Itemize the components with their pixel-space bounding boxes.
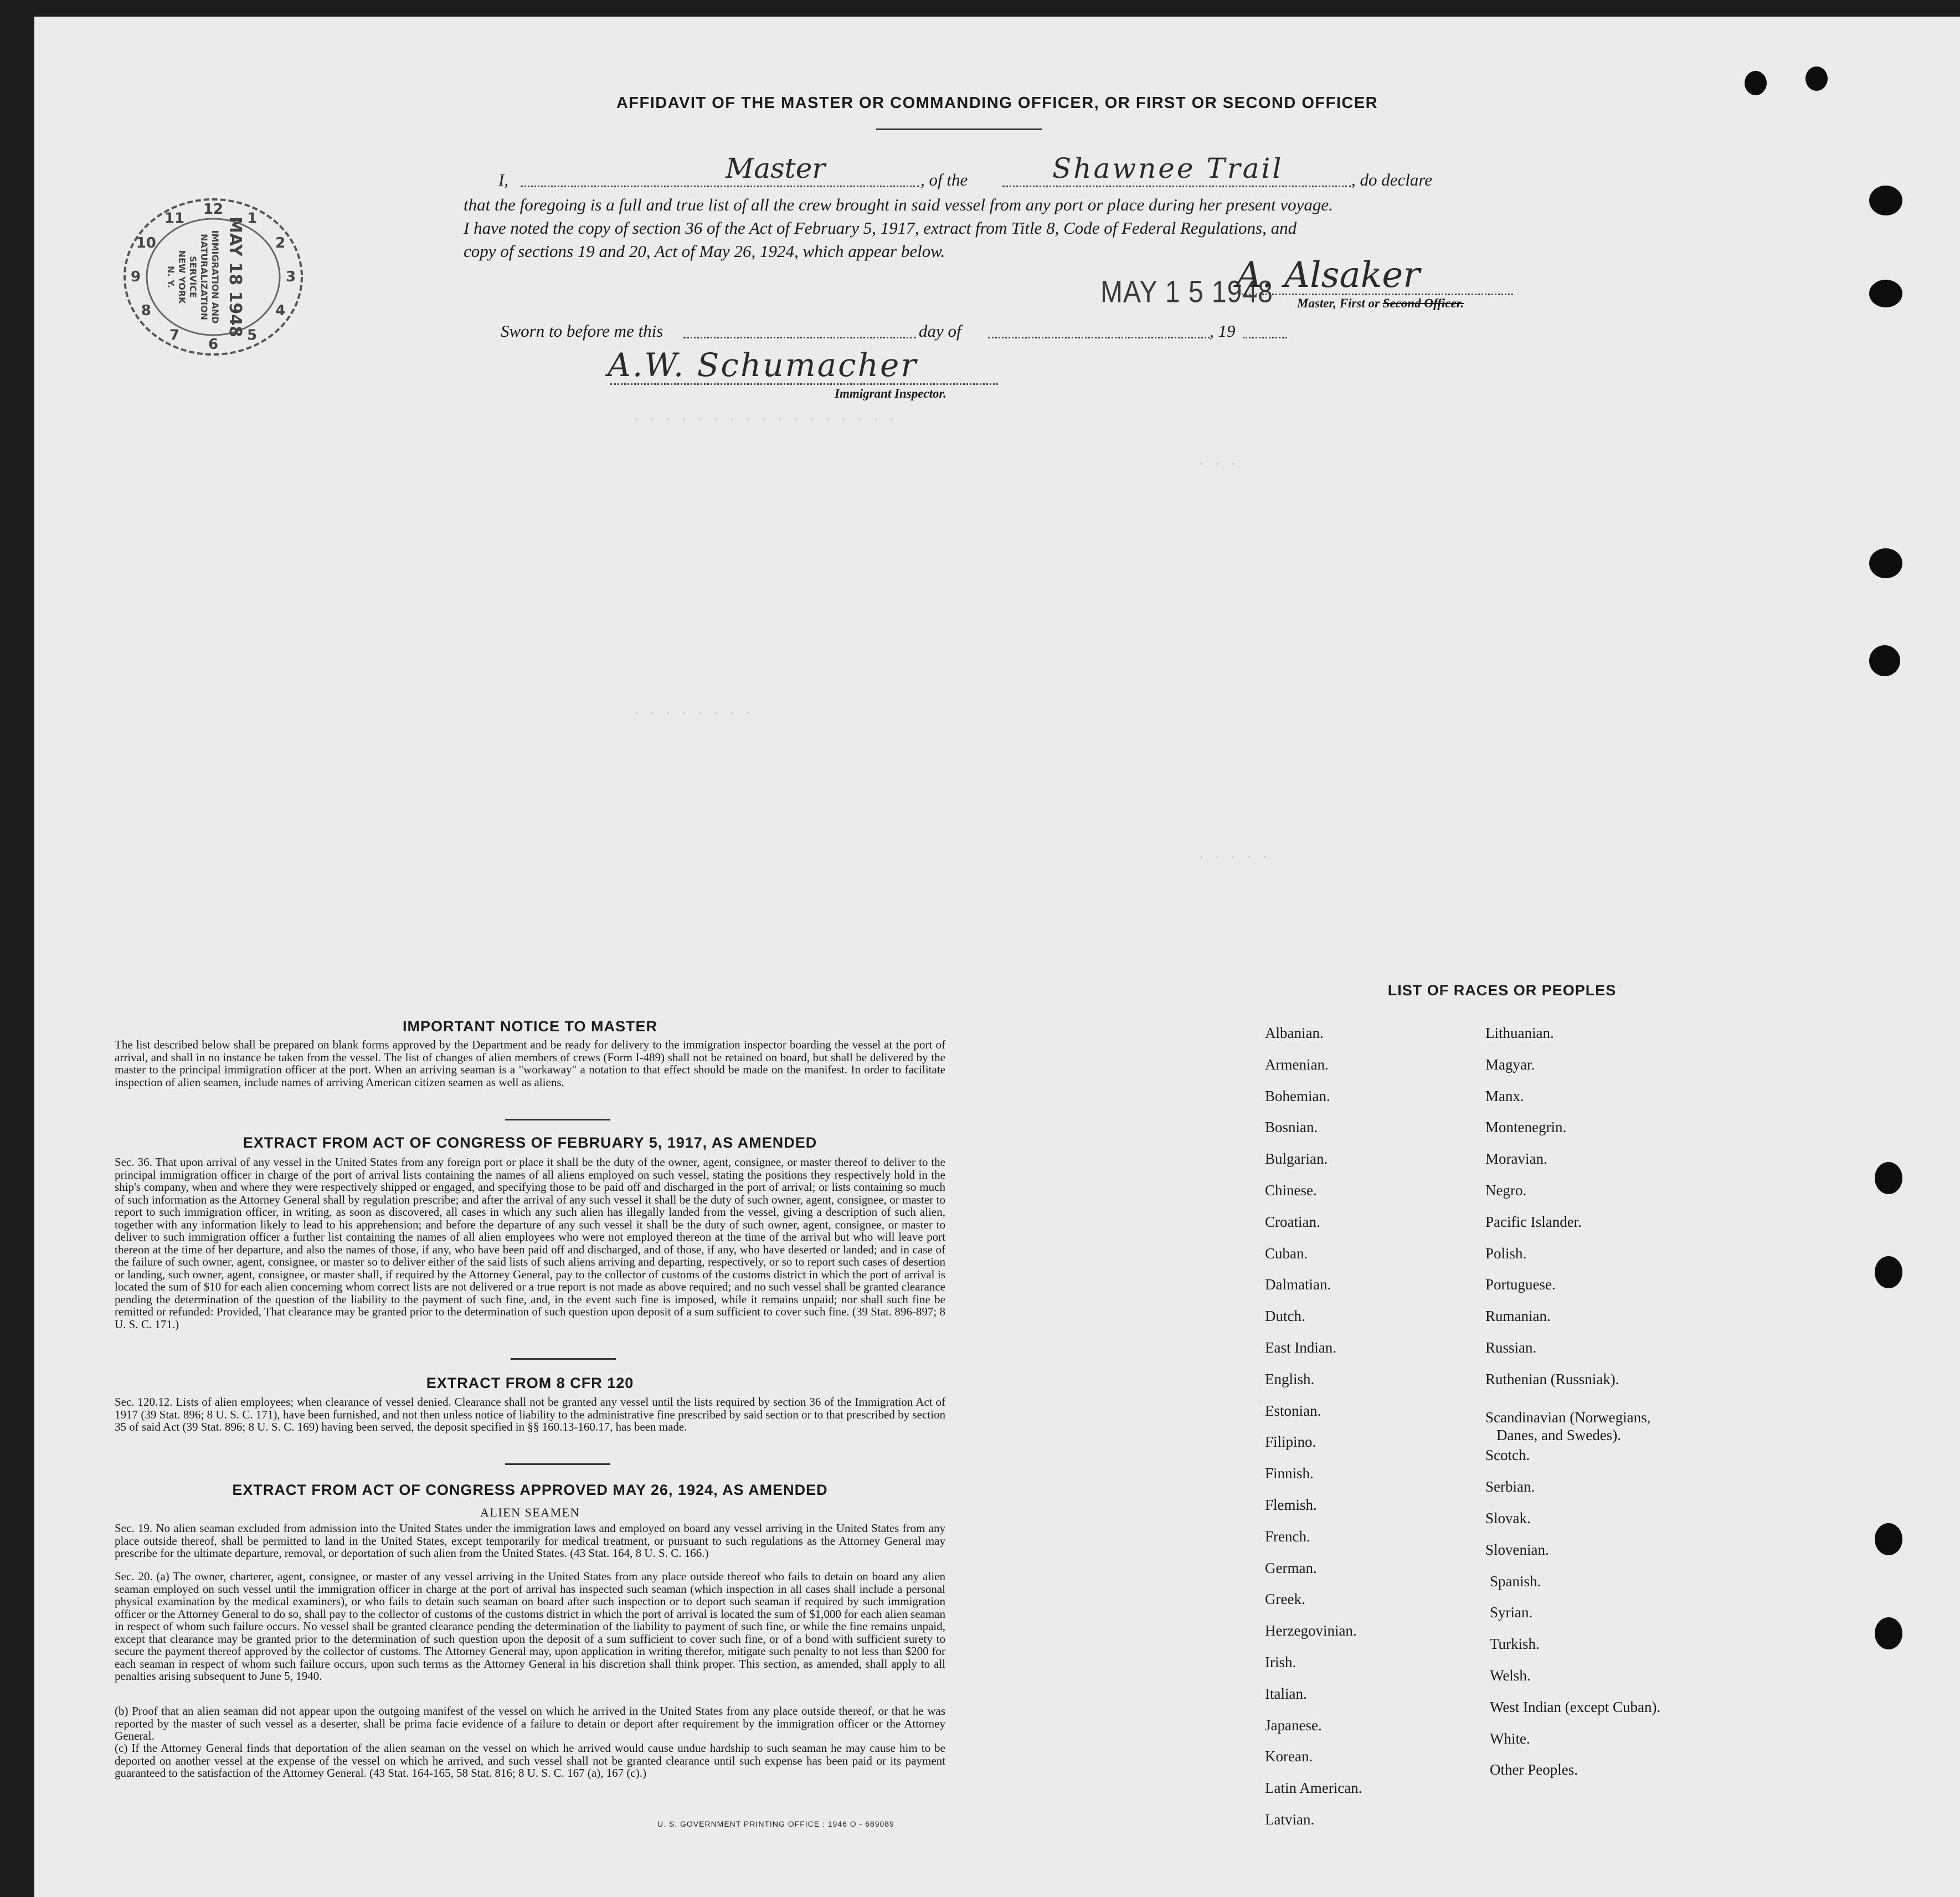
sworn-label: Sworn to before me this (501, 321, 663, 341)
race-item: Manx. (1485, 1087, 1524, 1104)
punch-hole (1875, 1617, 1902, 1649)
stamp-hour: 11 (164, 210, 185, 227)
race-item: French. (1265, 1528, 1310, 1545)
races-title: LIST OF RACES OR PEOPLES (1387, 982, 1617, 999)
punch-hole (1875, 1162, 1902, 1194)
race-item: Japanese. (1265, 1716, 1322, 1734)
stamp-hour: 10 (136, 235, 156, 251)
race-item: Herzegovinian. (1265, 1622, 1357, 1639)
punch-hole (1869, 186, 1902, 215)
race-item: Latin American. (1265, 1780, 1362, 1797)
extract-cfr-title: EXTRACT FROM 8 CFR 120 (426, 1375, 634, 1391)
stamp-hour: 7 (169, 327, 180, 344)
sworn-month-line (988, 337, 1210, 338)
stamp-line4: NEW YORK (177, 250, 187, 304)
extract-1924-p2: Sec. 20. (a) The owner, charterer, agent, consignee, or master of any vessel arriving in the United States from any place outside thereof who fails to detain on board any alien seaman employed on such vessel until the immigration officer in charge at the port of arrival has inspected such seaman (which inspection in all cases shall include a personal physical examination by the medical examiners), or who fails to detain such seaman on board after such inspection or to deport such seaman if required by such immigration officer or the Attorney General to do so, shall pay to the collector of customs of the customs district in which the port of arrival is located the sum of $1,000 for each alien seaman in respect of whom such failure occurs. No vessel shall be granted clearance pending the determination of the liability to payment of such fine, or while the fine remains unpaid, except that clearance may be granted prior to the determination of such question upon the deposit of a sum sufficient to cover such fine, or of a bond with sufficient surety to secure the payment thereof approved by the collector of customs. The Attorney General may, upon application in writing therefor, mitigate such penalty to not less than $200 for each seaman in respect of whom such failure occurs, upon such terms as the Attorney General in his discretion shall think proper. This section, as amended, shall apply to all penalties arising subsequent to June 5, 1940. (115, 1570, 945, 1683)
race-item: Bosnian. (1265, 1119, 1318, 1136)
extract-1924-p4: (c) If the Attorney General finds that deportation of the alien seaman on the vessel on which he arrived would cause undue hardship to such seaman he may cause him to be deported on another vessel at the expense of the vessel on which he arrived, and such vessel shall not be granted clearance until such expense has been paid or its payment guaranteed to the satisfaction of the Attorney General. (43 Stat. 164-165, 58 Stat. 816; 8 U. S. C. 167 (a), 167 (c).) (115, 1741, 945, 1780)
race-item: Turkish. (1490, 1636, 1540, 1653)
stamp-hour: 4 (275, 302, 286, 319)
race-item: Polish. (1485, 1245, 1527, 1262)
signature-line (1242, 294, 1513, 295)
vessel-handwritten: Shawnee Trail (1052, 152, 1284, 184)
race-item: Scandinavian (Norwegians, (1485, 1408, 1651, 1426)
race-item: Magyar. (1485, 1056, 1535, 1073)
extract-1917-body: Sec. 36. That upon arrival of any vessel in the United States from any foreign port or place it shall be the duty of the owner, agent, consignee, or master thereof to deliver to the principal immigration officer in charge of the port of arrival lists containing the names of all aliens employed on such vessel, stating the positions they respectively hold in the ship's company, when and where they were respectively shipped or engaged, and specifying those to be paid off and discharged in the port of arrival; or lists containing so much of such information as the Attorney General shall by regulation prescribe; and after the arrival of any such vessel it shall be the duty of such owner, agent, consignee, or master to report to such immigration officer, in writing, as soon as discovered, all cases in which any such alien has illegally landed from the vessel, giving a description of such alien, together with any information likely to lead to his apprehension; and before the departure of any such vessel it shall be the duty of such owner, agent, consignee, or master to deliver to such immigration officer a further list containing the names of all alien employees who were not employed thereon at the time of the arrival but who will leave port thereon at the time of her departure, and also the names of those, if any, who have been paid off and discharged, and of those, if any, who have deserted or landed; and in case of the failure of such owner, agent, consignee, or master so to deliver either of the said lists of such aliens arriving and departing, respectively, or so to report such cases of desertion or landing, such owner, agent, consignee, or master shall, if required by the Attorney General, pay to the collector of customs of the customs district in which the port of arrival is located the sum of $10 for each alien concerning whom correct lists are not delivered or a true report is not made as above required; and no such vessel shall be granted clearance pending the determination of the question of the liability to the payment of such fine, and, in the event such fine is imposed, while it remains unpaid; nor shall such fine be remitted or refunded: Provided, That clearance may be granted prior to the determination of such question upon deposit of a sum sufficient to cover such fine. (39 Stat. 896-897; 8 U. S. C. 171.) (115, 1155, 945, 1331)
stamp-date: MAY 18 1948 (225, 216, 245, 338)
inspector-line (610, 383, 998, 385)
stamp-hour: 3 (285, 269, 296, 285)
rank-field-line (521, 186, 919, 187)
affidavit-line1 (498, 152, 1551, 189)
punch-hole (1875, 1256, 1902, 1288)
race-item: Ruthenian (Russniak). (1485, 1370, 1619, 1387)
affidavit-i: I, (498, 170, 509, 189)
extract-1924-p3: (b) Proof that an alien seaman did not appear upon the outgoing manifest of the vessel on which he arrived in the United States from any place outside thereof, or that he was reported by the master of such vessel as a deserter, shall be prima facie evidence of a failure to detain or deport after requirement by the immigration officer or the Attorney General. (115, 1704, 945, 1742)
punch-hole (1869, 548, 1902, 578)
race-item: Rumanian. (1485, 1308, 1551, 1325)
race-item: Bohemian. (1265, 1087, 1330, 1104)
sworn-line (501, 310, 1331, 343)
day-of-label: day of (919, 321, 961, 341)
stamp-line3: SERVICE (188, 256, 198, 298)
race-item: Filipino. (1265, 1433, 1316, 1451)
stamp-hour: 12 (203, 201, 224, 218)
extract-1917-rule (511, 1358, 616, 1360)
race-item: Chinese. (1265, 1182, 1317, 1199)
stamp-hour: 2 (275, 235, 286, 251)
stamp-line1: IMMIGRATION AND (210, 230, 220, 324)
notice-rule (505, 1119, 610, 1120)
race-item: Serbian. (1485, 1478, 1535, 1495)
notice-body: The list described below shall be prepared on blank forms approved by the Department and be ready for delivery to the immigration inspector boarding the vessel at the port of arrival, and shall in no instance be taken from the vessel. The list of changes of alien members of crews (Form I-489) shall not be retained on board, but shall be delivered by the master to the principal immigration officer at the port. When an arriving seaman is a "workaway" a notation to that effect should be made on the manifest. In order to facilitate inspection of alien seamen, include names of arriving American citizen seamen as well as aliens. (115, 1038, 945, 1089)
race-item: Other Peoples. (1490, 1761, 1578, 1778)
stamp-hour: 9 (130, 269, 141, 285)
affidavit-title: AFFIDAVIT OF THE MASTER OR COMMANDING OFFICER, OR FIRST OR SECOND OFFICER (616, 94, 1378, 112)
signer-caption-prefix: Master, First or (1297, 296, 1380, 310)
race-item: Dutch. (1265, 1308, 1305, 1325)
printing-office-footer: U. S. GOVERNMENT PRINTING OFFICE : 1946 O - 689089 (657, 1819, 894, 1828)
race-item: Moravian. (1485, 1150, 1547, 1168)
inspector-caption: Immigrant Inspector. (835, 387, 946, 400)
race-item: Montenegrin. (1485, 1119, 1567, 1136)
race-item: Greek. (1265, 1591, 1305, 1608)
race-item: Welsh. (1490, 1667, 1531, 1684)
stamp-hour: 5 (246, 327, 258, 344)
race-item: Albanian. (1265, 1025, 1324, 1041)
stamp-hour: 1 (246, 210, 258, 227)
race-item: East Indian. (1265, 1339, 1336, 1356)
rank-handwritten: Master (726, 152, 826, 184)
affidavit-line3: I have noted the copy of section 36 of the Act of February 5, 1917, extract from Title 8, Code of Federal Regulations, and (464, 218, 1297, 238)
race-item: Dalmatian. (1265, 1276, 1331, 1293)
race-item: Flemish. (1265, 1497, 1317, 1513)
punch-hole (1745, 71, 1767, 95)
race-item: Scotch. (1485, 1447, 1530, 1464)
race-item: Slovenian. (1485, 1541, 1549, 1558)
signer-caption-struck: Second Officer. (1382, 296, 1464, 310)
sworn-day-line (683, 337, 916, 338)
race-item: Italian. (1265, 1685, 1307, 1702)
sworn-year-line (1243, 337, 1287, 338)
race-item: Korean. (1265, 1748, 1313, 1765)
extract-1917-title: EXTRACT FROM ACT OF CONGRESS OF FEBRUARY 5, 1917, AS AMENDED (243, 1134, 817, 1151)
extract-cfr-rule (505, 1463, 610, 1465)
race-item: Irish. (1265, 1654, 1297, 1670)
affidavit-line2: that the foregoing is a full and true list of all the crew brought in said vessel from any port or place during her present voyage. (464, 195, 1333, 214)
punch-hole (1875, 1523, 1902, 1555)
race-item: Finnish. (1265, 1465, 1314, 1482)
race-item: West Indian (except Cuban). (1490, 1698, 1661, 1715)
vessel-field-line (1002, 186, 1351, 187)
extract-1924-p1: Sec. 19. No alien seaman excluded from admission into the United States under the immigration laws and employed on board any vessel arriving in the United States from any place outside thereof, shall be permitted to land in the United States, except temporarily for medical treatment, or pursuant to such regulations as the Attorney General may prescribe for the ultimate departure, removal, or deportation of such alien from the United States. (43 Stat. 164, 8 U. S. C. 166.) (115, 1521, 945, 1560)
race-item: German. (1265, 1559, 1317, 1576)
stamp-line2: NATURALIZATION (199, 234, 209, 320)
race-item: Spanish. (1490, 1572, 1541, 1590)
notice-title: IMPORTANT NOTICE TO MASTER (403, 1018, 657, 1035)
race-item: Bulgarian. (1265, 1150, 1328, 1168)
stamp-line5: N. Y. (166, 265, 176, 289)
race-item: Armenian. (1265, 1056, 1329, 1073)
master-signature: A. Alsaker (1236, 255, 1420, 296)
document-page: . . . . . . . . . . . . . . . . . . . . . . . . . . . . . . . . . AFFIDAVIT OF THE MASTER OR COMMANDING OFFICER, OR FIRST OR SECOND OFFICER I, Master , of the Shawnee Trail , do declare that the foregoing is a full and true list of all the crew brought in said vessel from any port or place during her present voyage. I have noted the copy of section 36 of the Act of February 5, 1917, extract from Title 8, Code of Federal Regulations, and copy of sections 19 and 20, Act of May 26, 1924, which appear below. MAY 1 5 1948 A. Alsaker Master, First or Second Officer. Sworn to before me this day of , 19 A.W. Schumacher Immigrant Inspector. 12 1 2 3 4 5 6 7 8 9 10 11 MAY 18 1948 IMMIGRATION AND NATURALIZATION SERVICE NEW YORK N. Y. IMPORTANT NOTICE TO MASTER The list described below shall be prepared on blank forms approved by the Department and be ready for delivery to the immigration inspector boarding the vessel at the port of arrival, and shall in no instance be taken from the vessel. The list of changes of alien members of crews (Form I-489) shall not be retained on board, but shall be delivered by the master to the principal immigration officer at the port. When an arriving seaman is a "workaway" a notation to that effect should be made on the manifest. In order to facilitate inspection of alien seamen, include names of arriving American citizen seamen as well as aliens. EXTRACT FROM ACT OF CONGRESS OF FEBRUARY 5, 1917, AS AMENDED Sec. 36. That upon arrival of any vessel in the United States from any foreign port or place it shall be the duty of the owner, agent, consignee, or master thereof to deliver to the principal immigration officer in charge of the port of arrival lists containing the names of all aliens employed on such vessel, stating the positions they respectively hold in the ship's company, when and where they were respectively shipped or engaged, and specifying those to be paid off and discharged in the port of arrival; or lists containing so much of such information as the Attorney General shall by regulation prescribe; and after the arrival of any such vessel it shall be the duty of such owner, agent, consignee, or master to report to such immigration officer, in writing, as soon as discovered, all cases in which any such alien has illegally landed from the vessel, giving a description of such alien, together with any information likely to lead to his apprehension; and before the departure of any such vessel it shall be the duty of such owner, agent, consignee, or master to deliver to such immigration officer a further list containing the names of all alien employees who were not employed thereon at the time of the arrival but who will leave port thereon at the time of her departure, and also the names of those, if any, who have been paid off and discharged, and of those, if any, who have deserted or landed; and in case of the failure of such owner, agent, consignee, or master so to deliver either of the said lists of such aliens arriving and departing, respectively, or so to report such cases of desertion or landing, such owner, agent, consignee, or master shall, if required by the Attorney General, pay to the collector of customs of the customs district in which the port of arrival is located the sum of $10 for each alien concerning whom correct lists are not delivered or a true report is not made as above required; and no such vessel shall be granted clearance pending the determination of the question of the liability to the payment of such fine, and, in the event such fine is imposed, while it remains unpaid; nor shall such fine be remitted or refunded: Provided, That clearance may be granted prior to the determination of such question upon deposit of a sum sufficient to cover such fine. (39 Stat. 896-897; 8 U. S. C. 171.) EXTRACT FROM 8 CFR 120 Sec. 120.12. Lists of alien employees; when clearance of vessel denied. Clearance shall not be granted any vessel until the lists required by section 36 of the Immigration Act of 1917 (39 Stat. 896; 8 U. S. C. 171), have been furnished, and not then unless notice of liability to the administrative fine prescribed by said section or to that prescribed by section 35 of said Act (39 Stat. 896; 8 U. S. C. 169) having been served, the deposit specified in §§ 160.13-160.17, has been made. EXTRACT FROM ACT OF CONGRESS APPROVED MAY 26, 1924, AS AMENDED ALIEN SEAMEN Sec. 19. No alien seaman excluded from admission into the United States under the immigration laws and employed on board any vessel arriving in the United States from any place outside thereof, shall be permitted to land in the United States, except temporarily for medical treatment, or pursuant to such regulations as the Attorney General may prescribe for the ultimate departure, removal, or deportation of such alien from the United States. (43 Stat. 164, 8 U. S. C. 166.) Sec. 20. (a) The owner, charterer, agent, consignee, or master of any vessel arriving in the United States from any place outside thereof who fails to detain on board any alien seaman employed on such vessel until the immigration officer in charge at the port of arrival has inspected such seaman (which inspection in all cases shall include a personal physical examination by the medical examiners), or who fails to detain such seaman on board after such inspection or to deport such seaman if required by such immigration officer or the Attorney General to do so, shall pay to the collector of customs of the customs district in which the port of arrival is located the sum of $1,000 for each alien seaman in respect of whom such failure occurs. No vessel shall be granted clearance pending the determination of the liability to payment of such fine, or while the fine remains unpaid, except that clearance may be granted prior to the determination of such question upon the deposit of a sum sufficient to cover such fine, or of a bond with sufficient surety to secure the payment thereof approved by the collector of customs. The Attorney General may, upon application in writing therefor, mitigate such penalty to not less than $200 for each seaman in respect of whom such failure occurs, upon such terms as the Attorney General in his discretion shall think proper. This section, as amended, shall apply to all penalties arising subsequent to June 5, 1940. (b) Proof that an alien seaman did not appear upon the outgoing manifest of the vessel on which he arrived in the United States from any place outside thereof, or that he was reported by the master of such vessel as a deserter, shall be prima facie evidence of a failure to detain or deport after requirement by the immigration officer or the Attorney General. (c) If the Attorney General finds that deportation of the alien seaman on the vessel on which he arrived would cause undue hardship to such seaman he may cause him to be deported on another vessel at the expense of the vessel on which he arrived, and such vessel shall not be granted clearance until such expense has been paid or its payment guaranteed to the satisfaction of the Attorney General. (43 Stat. 164-165, 58 Stat. 816; 8 U. S. C. 167 (a), 167 (c).) U. S. GOVERNMENT PRINTING OFFICE : 1946 O - 689089 LIST OF RACES OR PEOPLES Albanian. Armenian. Bohemian. Bosnian. Bulgarian. Chinese. Croatian. Cuban. Dalmatian. Dutch. East Indian. English. Estonian. Filipino. Finnish. Flemish. French. German. Greek. Herzegovinian. Irish. Italian. Japanese. Korean. Latin American. Latvian. Lithuanian. Magyar. Manx. Montenegrin. Moravian. Negro. Pacific Islander. Polish. Portuguese. Rumanian. Russian. Ruthenian (Russniak). Scandinavian (Norwegians, Danes, and Swedes). Scotch. Serbian. Slovak. Slovenian. Spanish. Syrian. Turkish. Welsh. West Indian (except Cuban). White. Other Peoples. (34, 17, 1960, 1897)
race-item: Lithuanian. (1485, 1025, 1554, 1041)
punch-hole (1869, 280, 1902, 307)
of-the-label: , of the (920, 170, 968, 189)
extract-1924-title: EXTRACT FROM ACT OF CONGRESS APPROVED MAY 26, 1924, AS AMENDED (232, 1482, 828, 1498)
affidavit-line4: copy of sections 19 and 20, Act of May 26, 1924, which appear below. (464, 241, 945, 261)
do-declare-label: , do declare (1351, 170, 1433, 189)
immigration-clock-stamp (119, 194, 307, 360)
punch-hole (1869, 645, 1900, 676)
race-item: Pacific Islander. (1485, 1213, 1582, 1230)
race-item: Negro. (1485, 1182, 1527, 1199)
race-item: Latvian. (1265, 1811, 1315, 1828)
stamp-hour: 8 (141, 302, 151, 319)
stamp-hour: 6 (208, 336, 219, 353)
inspector-signature: A.W. Schumacher (608, 346, 918, 384)
race-item: English. (1265, 1370, 1315, 1387)
race-item: Croatian. (1265, 1213, 1320, 1230)
race-item: Syrian. (1490, 1604, 1533, 1621)
race-item: Portuguese. (1485, 1276, 1556, 1293)
year-label: , 19 (1210, 321, 1236, 341)
signer-caption (1297, 296, 1464, 311)
title-rule (876, 128, 1042, 130)
punch-hole (1805, 66, 1828, 91)
received-date-stamp: MAY 1 5 1948 (1100, 275, 1273, 309)
race-item: Cuban. (1265, 1245, 1308, 1262)
extract-cfr-body: Sec. 120.12. Lists of alien employees; when clearance of vessel denied. Clearance shall not be granted any vessel until the lists required by section 36 of the Immigration Act of 1917 (39 Stat. 896; 8 U. S. C. 171), have been furnished, and not then unless notice of liability to the administrative fine prescribed by said section or to that prescribed by section 35 of said Act (39 Stat. 896; 8 U. S. C. 169) having been served, the deposit specified in §§ 160.13-160.17, has been made. (115, 1395, 945, 1433)
race-item: White. (1490, 1730, 1530, 1747)
extract-1924-subtitle: ALIEN SEAMEN (480, 1505, 580, 1519)
race-item: Slovak. (1485, 1510, 1531, 1526)
race-item: Russian. (1485, 1339, 1537, 1356)
race-item: Estonian. (1265, 1402, 1321, 1419)
race-item: Danes, and Swedes). (1496, 1426, 1621, 1443)
